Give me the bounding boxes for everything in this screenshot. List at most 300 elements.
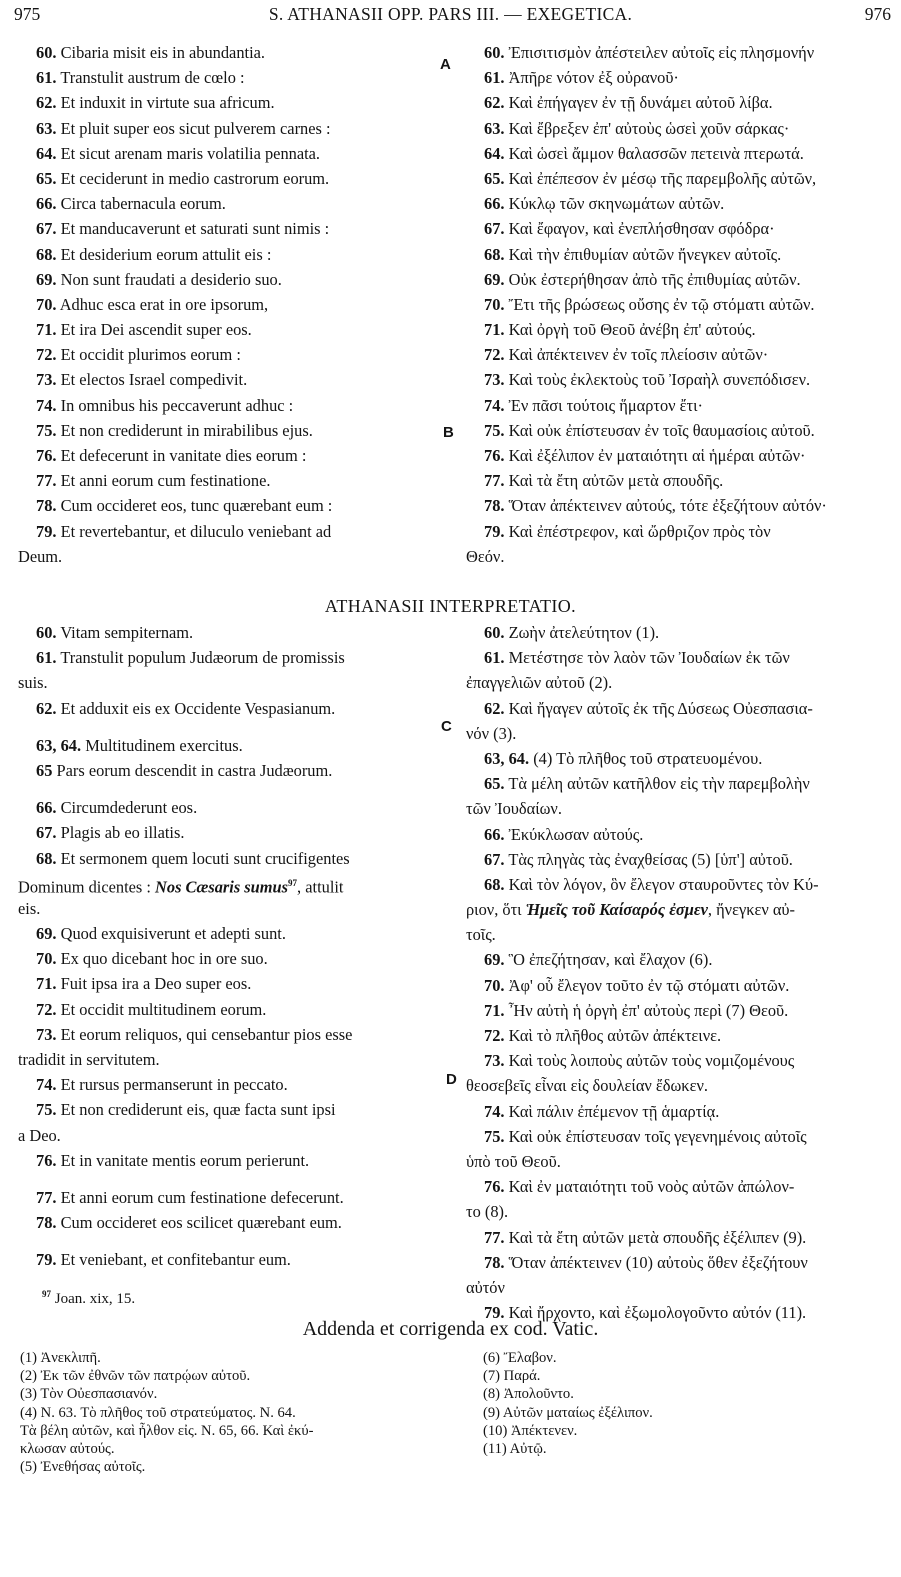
verse-text: Καὶ ἐπήγαγεν ἐν τῇ δυνάμει αὐτοῦ λίβα. (508, 93, 773, 113)
addenda-note: (10) Ἀπέκτενεν. (483, 1422, 578, 1439)
verse-line (466, 90, 889, 115)
footnote (42, 1289, 135, 1308)
psalm-latin-column (18, 40, 443, 569)
verse-number: 70. (484, 975, 505, 995)
verse-number: 77. (36, 471, 57, 491)
addenda-note: (8) Ἀπολοῦντο. (483, 1386, 574, 1403)
verse-number: 77. (484, 471, 505, 491)
verse-text-cont: ριον, ὅτι (466, 900, 522, 920)
verse-continuation (466, 796, 889, 821)
verse-text: Adhuc esca erat in ore ipsorum, (59, 294, 269, 314)
verse-text-cont: τοῖς. (466, 925, 496, 945)
verse-line (18, 393, 443, 418)
verse-text: Non sunt fraudati a desiderio suo. (60, 269, 282, 289)
verse-number: 63, 64. (36, 735, 82, 755)
verse-number: 79. (484, 1303, 505, 1323)
verse-number: 70. (484, 294, 505, 314)
verse-number: 77. (36, 1187, 57, 1207)
verse-number: 60. (484, 43, 505, 62)
verse-line (466, 191, 889, 216)
verse-line (18, 846, 443, 871)
verse-number: 72. (36, 345, 57, 365)
verse-line (466, 393, 889, 418)
verse-line (18, 519, 443, 544)
verse-number: 69. (36, 269, 57, 289)
verse-number: 61. (36, 648, 57, 668)
verse-text: Ἔτι τῆς βρώσεως οὔσης ἐν τῷ στόματι αὐτῶν. (508, 294, 815, 314)
verse-text: Ἐπισιτισμὸν ἀπέστειλεν αὐτοῖς εἰς πλησμονήν (508, 43, 815, 62)
verse-number: 63. (36, 118, 57, 138)
verse-line (466, 443, 889, 468)
verse-text: Καὶ ὀργὴ τοῦ Θεοῦ ἀνέβη ἐπ' αὐτούς. (508, 320, 756, 340)
verse-text: Ἐκύκλωσαν αὐτούς. (508, 824, 644, 844)
verse-line (466, 645, 889, 670)
verse-number: 68. (36, 244, 57, 264)
verse-number: 76. (484, 1177, 505, 1197)
verse-text: Καὶ ἤρχοντο, καὶ ἐξωμολογοῦντο αὐτόν (11). (508, 1303, 807, 1323)
verse-number: 66. (484, 194, 505, 214)
verse-text-cont: αὐτόν (466, 1277, 505, 1297)
verse-text: Ὅταν ἀπέκτεινεν αὐτούς, τότε ἐξεζήτουν αὐτόν· (508, 496, 827, 516)
verse-text: Καὶ οὐκ ἐπίστευσαν ἐν τοῖς θαυμασίοις αὐτοῦ. (508, 420, 815, 440)
verse-line (18, 1210, 443, 1235)
page-title: S. ATHANASII OPP. PARS III. — EXEGETICA. (268, 4, 633, 24)
verse-text: Et anni eorum cum festinatione defecerunt. (60, 1187, 344, 1207)
verse-number: 60. (36, 43, 57, 62)
verse-text: Μετέστησε τὸν λαὸν τῶν Ἰουδαίων ἐκ τῶν (508, 648, 790, 668)
verse-line (466, 468, 889, 493)
verse-line (18, 1097, 443, 1122)
psalm-greek-column (466, 40, 889, 569)
verse-text: Ὃ ἐπεζήτησαν, καὶ ἔλαχον (6). (508, 950, 713, 970)
verse-number: 68. (484, 244, 505, 264)
verse-text: Ἦν αὐτὴ ἡ ὀργὴ ἐπ' αὐτοὺς περὶ (7) Θεοῦ. (508, 1000, 789, 1020)
verse-text: Et non crediderunt in mirabilibus ejus. (60, 420, 313, 440)
verse-text: (4) Τὸ πλῆθος τοῦ στρατευομένου. (533, 748, 763, 768)
addenda-note: (4) N. 63. Τὸ πλῆθος τοῦ στρατεύματος. N. 64. (20, 1404, 296, 1421)
verse-line (466, 216, 889, 241)
verse-line (466, 367, 889, 392)
verse-text-cont: Dominum dicentes : (18, 877, 151, 896)
verse-line (18, 317, 443, 342)
verse-line (18, 292, 443, 317)
verse-number: 67. (36, 823, 57, 843)
verse-text: Καὶ ἐν ματαιότητι τοῦ νοὸς αὐτῶν ἀπώλον- (508, 1177, 795, 1197)
verse-line (18, 267, 443, 292)
verse-line (466, 292, 889, 317)
verse-line (18, 40, 443, 65)
verse-number: 67. (484, 849, 505, 869)
verse-continuation (18, 896, 443, 921)
verse-line (18, 242, 443, 267)
verse-text: In omnibus his peccaverunt adhuc : (60, 395, 294, 415)
verse-number: 76. (484, 446, 505, 465)
verse-number: 61. (484, 648, 505, 668)
verse-text: Et occidit multitudinem eorum. (60, 999, 267, 1019)
margin-letter-c: C (441, 718, 452, 735)
addenda-note: (7) Παρά. (483, 1368, 541, 1385)
verse-text: Κύκλῳ τῶν σκηνωμάτων αὐτῶν. (508, 194, 725, 214)
verse-text: Et sermonem quem locuti sunt crucifigentes (60, 848, 350, 868)
verse-continuation (466, 1275, 889, 1300)
verse-number: 77. (484, 1227, 505, 1247)
verse-text: Et revertebantur, et diluculo veniebant ad (60, 521, 332, 541)
verse-text-cont: a Deo. (18, 1125, 61, 1145)
verse-text: Καὶ τοὺς ἐκλεκτοὺς τοῦ Ἰσραὴλ συνεπόδισεν. (508, 370, 811, 390)
addenda-note: (9) Αὐτῶν ματαίως ἐξέλιπον. (483, 1404, 653, 1421)
verse-text: Καὶ ἀπέκτεινεν ἐν τοῖς πλείοσιν αὐτῶν· (508, 345, 769, 365)
verse-number: 73. (484, 1051, 505, 1071)
verse-number: 71. (36, 320, 57, 340)
verse-text: Pars eorum descendit in castra Judæorum. (56, 760, 333, 780)
verse-line (18, 1072, 443, 1097)
verse-number: 76. (36, 1150, 57, 1170)
verse-line (466, 822, 889, 847)
verse-line (18, 921, 443, 946)
verse-text: Καὶ τὰ ἔτη αὐτῶν μετὰ σπουδῆς ἐξέλιπεν (9). (508, 1227, 807, 1247)
verse-number: 62. (36, 93, 57, 113)
verse-text: Et veniebant, et confitebantur eum. (60, 1250, 291, 1270)
margin-letter-a: A (440, 56, 451, 73)
quoted-words: Nos Cæsaris sumus (155, 877, 289, 896)
verse-line (466, 1023, 889, 1048)
verse-number: 65. (484, 774, 505, 794)
verse-line (466, 1124, 889, 1149)
verse-number: 76. (36, 446, 57, 465)
verse-text: Οὐκ ἐστερήθησαν ἀπὸ τῆς ἐπιθυμίας αὐτῶν. (508, 269, 801, 289)
section-heading: ATHANASII INTERPRETATIO. (324, 596, 577, 616)
verse-text: Τὰ μέλη αὐτῶν κατῆλθον εἰς τὴν παρεμβολὴν (508, 774, 810, 794)
verse-text: Καὶ τοὺς λοιποὺς αὐτῶν τοὺς νομιζομένους (508, 1051, 795, 1071)
verse-number: 61. (36, 68, 57, 88)
verse-text: Ἐν πᾶσι τούτοις ἥμαρτον ἔτι· (508, 395, 704, 415)
addenda-note: (2) Ἐκ τῶν ἐθνῶν τῶν πατρῴων αὐτοῦ. (20, 1368, 251, 1385)
verse-line (466, 1225, 889, 1250)
verse-line (18, 342, 443, 367)
verse-number: 74. (484, 395, 505, 415)
verse-line (18, 1022, 443, 1047)
verse-line (466, 242, 889, 267)
addenda-note: (3) Τὸν Οὐεσπασιανόν. (20, 1386, 158, 1403)
verse-text: Et eorum reliquos, qui censebantur pios esse (60, 1024, 353, 1044)
verse-number: 72. (484, 1026, 505, 1045)
footnote-mark: 97 (42, 1289, 51, 1299)
interp-greek-column (466, 620, 889, 1325)
verse-text: Vitam sempiternam. (60, 623, 194, 642)
verse-text: Et defecerunt in vanitate dies eorum : (60, 446, 307, 465)
verse-number: 65. (484, 168, 505, 188)
verse-line (466, 696, 889, 721)
verse-continuation (466, 922, 889, 947)
verse-number: 72. (484, 345, 505, 365)
verse-text: Καὶ ἔφαγον, καὶ ἐνεπλήσθησαν σφόδρα· (508, 219, 775, 239)
verse-line (466, 1174, 889, 1199)
verse-line (18, 971, 443, 996)
verse-continuation (18, 544, 443, 569)
verse-text: Καὶ ἔβρεξεν ἐπ' αὐτοὺς ὡσεὶ χοῦν σάρκας· (508, 118, 790, 138)
verse-line (18, 90, 443, 115)
verse-number: 72. (36, 999, 57, 1019)
verse-text-cont: νόν (3). (466, 723, 517, 743)
verse-number: 71. (36, 974, 57, 994)
addenda-note: Τὰ βέλη αὐτῶν, καὶ ἦλθον εἰς. N. 65, 66. Καὶ ἐκύ- (20, 1422, 314, 1439)
verse-text: Καὶ πάλιν ἐπέμενον τῇ ἁμαρτίᾳ. (508, 1101, 720, 1121)
verse-number: 78. (484, 1252, 505, 1272)
verse-line (466, 342, 889, 367)
verse-text: Καὶ τὴν ἐπιθυμίαν αὐτῶν ἤνεγκεν αὐτοῖς. (508, 244, 782, 264)
verse-number: 60. (484, 623, 505, 642)
verse-line (466, 973, 889, 998)
verse-continuation (466, 1199, 889, 1224)
verse-continuation (466, 1149, 889, 1174)
verse-number: 66. (484, 824, 505, 844)
verse-line (18, 1247, 443, 1272)
verse-number: 78. (484, 496, 505, 516)
verse-continuation (18, 1123, 443, 1148)
verse-line (466, 947, 889, 972)
verse-number: 79. (484, 521, 505, 541)
verse-line (18, 116, 443, 141)
verse-text: Et occidit plurimos eorum : (60, 345, 241, 365)
verse-continuation (18, 871, 443, 896)
verse-number: 64. (36, 143, 57, 163)
verse-number: 70. (36, 949, 57, 969)
verse-text: Καὶ ἐξέλιπον ἐν ματαιότητι αἱ ἡμέραι αὐτῶν· (508, 446, 806, 465)
verse-continuation (466, 897, 889, 922)
margin-letter-b: B (443, 424, 454, 441)
addenda-note: (1) Ἀνεκλιπῆ. (20, 1350, 101, 1366)
verse-text: Et rursus permanserunt in peccato. (60, 1075, 288, 1095)
verse-continuation (18, 670, 443, 695)
verse-number: 79. (36, 1250, 57, 1270)
verse-text-cont: , ἤνεγκεν αὐ- (707, 900, 796, 920)
verse-number: 60. (36, 623, 57, 642)
verse-number: 62. (484, 698, 505, 718)
verse-line (466, 1048, 889, 1073)
verse-text: Καὶ ἐπέστρεφον, καὶ ὤρθριζον πρὸς τὸν (508, 521, 771, 541)
verse-text: Quod exquisiverunt et adepti sunt. (60, 924, 286, 944)
verse-line (18, 141, 443, 166)
verse-text-cont: Θεόν. (466, 546, 505, 566)
verse-number: 62. (484, 93, 505, 113)
verse-line (466, 771, 889, 796)
verse-text-cont: eis. (18, 898, 41, 918)
verse-continuation (18, 1047, 443, 1072)
verse-number: 73. (484, 370, 505, 390)
verse-text: Ex quo dicebant hoc in ore suo. (60, 949, 268, 969)
verse-text: Et pluit super eos sicut pulverem carnes : (60, 118, 331, 138)
verse-number: 63. (484, 118, 505, 138)
addenda-notes-left (20, 1349, 460, 1476)
verse-line (466, 65, 889, 90)
verse-number: 73. (36, 1024, 57, 1044)
verse-line (18, 946, 443, 971)
verse-text: Cibaria misit eis in abundantia. (60, 43, 265, 62)
verse-text-cont: θεοσεβεῖς εἶναι εἰς δουλείαν ἔδωκεν. (466, 1076, 708, 1096)
addenda-note: (5) Ἐνεθήσας αὐτοῖς. (20, 1459, 146, 1476)
verse-line (18, 1185, 443, 1210)
verse-continuation (466, 721, 889, 746)
verse-line (18, 733, 443, 758)
verse-text: Transtulit austrum de cœlo : (60, 68, 245, 88)
verse-text: Cum occideret eos scilicet quærebant eum. (60, 1213, 342, 1233)
verse-line (18, 493, 443, 518)
verse-text: Ζωὴν ἀτελεύτητον (1). (508, 623, 660, 642)
verse-text: Καὶ ἤγαγεν αὐτοῖς ἐκ τῆς Δύσεως Οὐεσπασια- (508, 698, 813, 718)
verse-line (18, 367, 443, 392)
running-header (0, 4, 901, 34)
verse-text: Et non crediderunt eis, quæ facta sunt ipsi (60, 1100, 336, 1120)
verse-gap (18, 1235, 443, 1247)
verse-gap (18, 1173, 443, 1185)
verse-text-cont: τῶν Ἰουδαίων. (466, 799, 562, 819)
verse-number: 71. (484, 320, 505, 340)
verse-line (466, 1250, 889, 1275)
verse-line (18, 1148, 443, 1173)
verse-text: Fuit ipsa ira a Deo super eos. (60, 974, 252, 994)
verse-number: 68. (484, 874, 505, 894)
verse-line (466, 519, 889, 544)
verse-text: Et sicut arenam maris volatilia pennata. (60, 143, 321, 163)
verse-gap (18, 721, 443, 733)
verse-text: Καὶ τὸν λόγον, ὃν ἔλεγον σταυροῦντες τὸν Κύ- (508, 874, 819, 894)
verse-number: 74. (36, 395, 57, 415)
footnote-text: Joan. xix, 15. (54, 1291, 136, 1307)
addenda-note: (11) Αὐτῷ. (483, 1441, 547, 1458)
verse-text: Multitudinem exercitus. (85, 735, 243, 755)
quoted-words: Ἡμεῖς τοῦ Καίσαρός ἐσμεν (525, 900, 708, 920)
verse-text-cont: suis. (18, 673, 48, 693)
verse-number: 71. (484, 1000, 505, 1020)
verse-number: 69. (36, 924, 57, 944)
verse-gap (18, 783, 443, 795)
interp-latin-column (18, 620, 443, 1273)
verse-text-cont: , attulit (297, 877, 344, 896)
verse-text-cont: το (8). (466, 1202, 509, 1222)
verse-text: Plagis ab eo illatis. (60, 823, 185, 843)
verse-text: Et electos Israel compedivit. (60, 370, 248, 390)
verse-line (466, 746, 889, 771)
verse-number: 69. (484, 269, 505, 289)
verse-continuation (466, 544, 889, 569)
verse-line (18, 468, 443, 493)
verse-number: 67. (484, 219, 505, 239)
verse-text-cont: Deum. (18, 546, 63, 566)
addenda-heading: Addenda et corrigenda ex cod. Vatic. (302, 1318, 599, 1340)
page-number-right: 976 (864, 4, 891, 24)
verse-text: Transtulit populum Judæorum de promissis (60, 648, 345, 668)
verse-line (466, 317, 889, 342)
verse-line (466, 493, 889, 518)
verse-line (466, 166, 889, 191)
verse-text: Et ira Dei ascendit super eos. (60, 320, 252, 340)
verse-line (18, 418, 443, 443)
verse-text-cont: tradidit in servitutem. (18, 1050, 160, 1069)
verse-text: Καὶ τὸ πλῆθος αὐτῶν ἀπέκτεινε. (508, 1026, 722, 1045)
verse-line (18, 997, 443, 1022)
verse-text: Et ceciderunt in medio castrorum eorum. (60, 168, 330, 188)
verse-text: Καὶ οὐκ ἐπίστευσαν τοῖς γεγενημένοις αὐτοῖς (508, 1126, 807, 1146)
verse-text: Καὶ ὡσεὶ ἄμμον θαλασσῶν πετεινὰ πτερωτά. (508, 143, 804, 163)
verse-number: 66. (36, 194, 57, 214)
verse-number: 64. (484, 143, 505, 163)
verse-number: 74. (484, 1101, 505, 1121)
verse-number: 65. (36, 168, 57, 188)
verse-number: 78. (36, 496, 57, 516)
verse-text: Cum occideret eos, tunc quærebant eum : (60, 496, 333, 516)
verse-line (18, 65, 443, 90)
addenda-notes-right (483, 1349, 863, 1458)
verse-number: 78. (36, 1213, 57, 1233)
verse-number: 75. (36, 1100, 57, 1120)
verse-line (18, 645, 443, 670)
verse-line (466, 418, 889, 443)
verse-text: Ἀπῆρε νότον ἐξ οὐρανοῦ· (508, 68, 679, 88)
verse-number: 69. (484, 950, 505, 970)
verse-line (466, 620, 889, 645)
verse-line (18, 191, 443, 216)
verse-number: 70. (36, 294, 57, 314)
verse-line (18, 443, 443, 468)
verse-line (18, 820, 443, 845)
verse-line (18, 216, 443, 241)
page-number-left: 975 (14, 4, 41, 24)
verse-text: Et adduxit eis ex Occidente Vespasianum. (60, 698, 336, 718)
verse-number: 75. (484, 1126, 505, 1146)
verse-number: 73. (36, 370, 57, 390)
verse-number: 74. (36, 1075, 57, 1095)
verse-text: Et anni eorum cum festinatione. (60, 471, 271, 491)
verse-number: 67. (36, 219, 57, 239)
verse-number: 62. (36, 698, 57, 718)
verse-text: Ἀφ' οὗ ἔλεγον τοῦτο ἐν τῷ στόματι αὐτῶν. (508, 975, 790, 995)
verse-line (466, 1099, 889, 1124)
verse-line (466, 116, 889, 141)
verse-number: 79. (36, 521, 57, 541)
verse-line (466, 872, 889, 897)
verse-line (466, 998, 889, 1023)
addenda-note: (6) Ἔλαβον. (483, 1350, 557, 1366)
addenda-note: κλωσαν αὐτούς. (20, 1441, 115, 1458)
verse-line (466, 267, 889, 292)
verse-line (18, 758, 443, 783)
verse-number: 63, 64. (484, 748, 530, 768)
verse-number: 66. (36, 798, 57, 818)
verse-text: Circumdederunt eos. (60, 798, 198, 818)
verse-text: Et manducaverunt et saturati sunt nimis : (60, 219, 330, 239)
verse-text: Καὶ τὰ ἔτη αὐτῶν μετὰ σπουδῆς. (508, 471, 724, 491)
verse-text: Τὰς πληγὰς τὰς ἐναχθείσας (5) [ὑπ'] αὐτοῦ. (508, 849, 793, 869)
verse-line (466, 141, 889, 166)
verse-number: 75. (36, 420, 57, 440)
verse-text: Et in vanitate mentis eorum perierunt. (60, 1150, 310, 1170)
verse-text: Ὅταν ἀπέκτεινεν (10) αὐτοὺς ὅθεν ἐξεζήτουν (508, 1252, 808, 1272)
verse-number: 65 (36, 760, 53, 780)
verse-line (466, 847, 889, 872)
margin-letter-d: D (446, 1071, 457, 1088)
verse-text: Circa tabernacula eorum. (60, 194, 226, 214)
verse-line (18, 795, 443, 820)
verse-number: 68. (36, 848, 57, 868)
verse-text-cont: ἐπαγγελιῶν αὐτοῦ (2). (466, 673, 613, 693)
verse-line (466, 40, 889, 65)
verse-text-cont: ὑπὸ τοῦ Θεοῦ. (466, 1151, 561, 1171)
verse-number: 75. (484, 420, 505, 440)
verse-text: Et desiderium eorum attulit eis : (60, 244, 272, 264)
verse-text: Καὶ ἐπέπεσον ἐν μέσῳ τῆς παρεμβολῆς αὐτῶν, (508, 168, 817, 188)
verse-line (18, 620, 443, 645)
verse-continuation (466, 1073, 889, 1098)
